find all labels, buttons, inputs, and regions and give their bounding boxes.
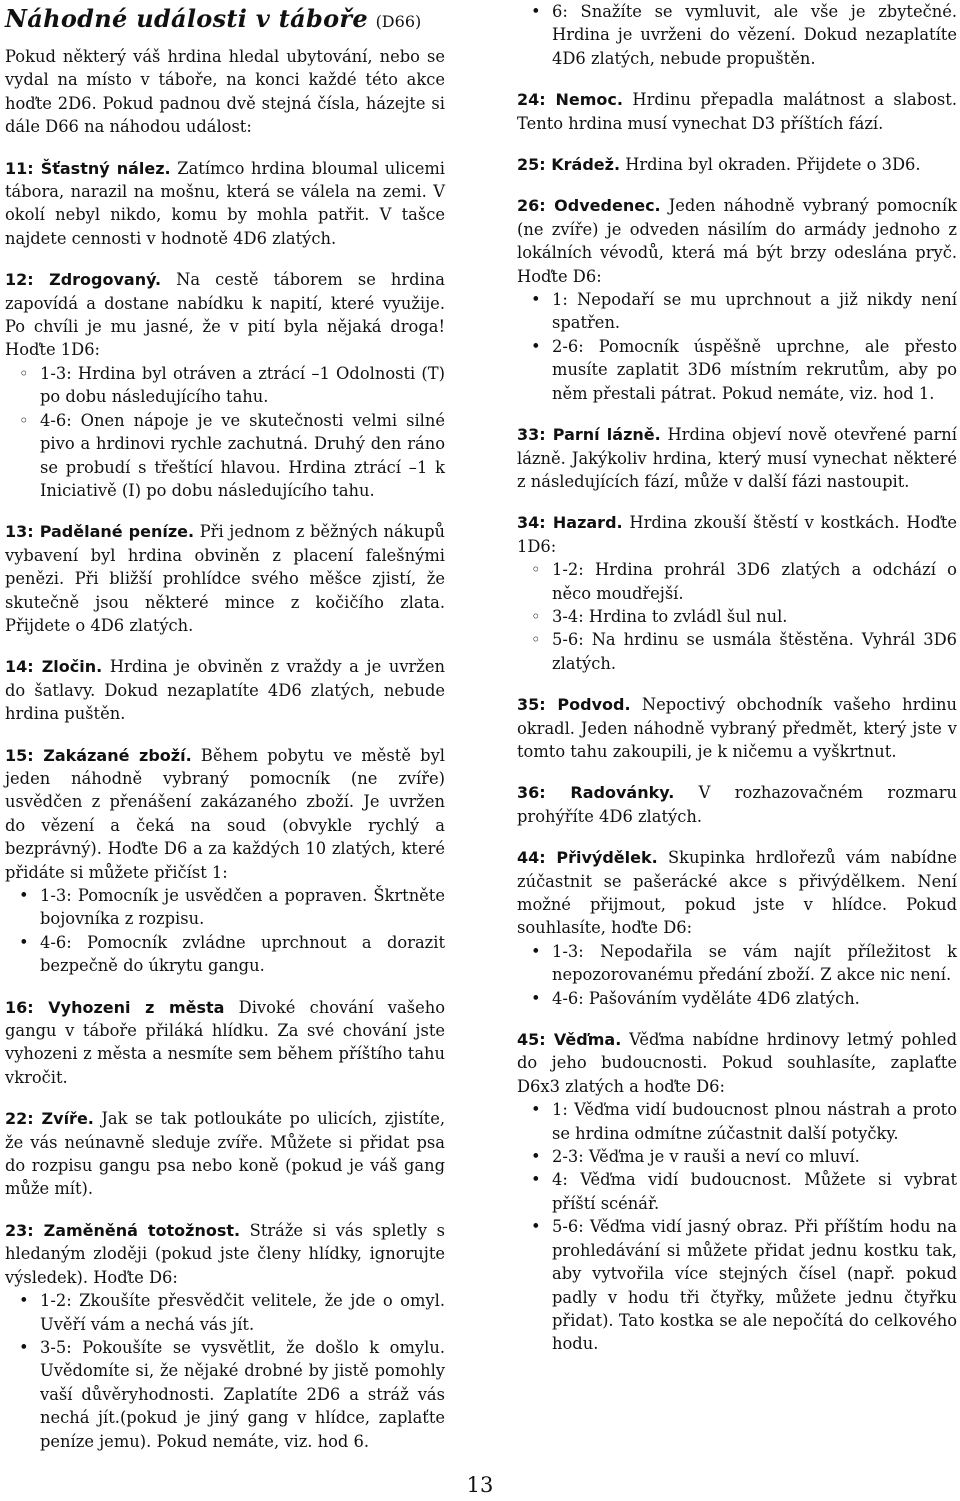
event-entry bbox=[517, 781, 957, 828]
right-column bbox=[517, 0, 957, 1374]
event-paragraph bbox=[517, 1028, 957, 1098]
event-text: Hrdinu přepadla malátnost a slabost. Tento hrdina musí vynechat D3 příštích fází. bbox=[517, 90, 958, 133]
event-heading: 13: Padělané peníze. bbox=[5, 522, 195, 542]
event-text: Divoké chování vašeho gangu v táboře přiláká hlídku. Za své chování jste vyhozeni z města a nesmíte sem během příštího tahu vkročit. bbox=[5, 997, 445, 1087]
event-paragraph bbox=[5, 996, 445, 1090]
event-text: Hrdina objeví nově otevřené parní lázně. Jakýkoliv hrdina, který musí vynechat některé z následujících fází, může v další fázi nastoupit. bbox=[517, 425, 958, 491]
event-paragraph bbox=[5, 744, 445, 884]
outcome-item: ◦ 1-2: Hrdina prohrál 3D6 zlatých a odchází o něco moudřejší. bbox=[517, 558, 957, 605]
outcome-item: • 1-3: Pomocník je usvědčen a popraven. Škrtněte bojovníka z rozpisu. bbox=[5, 884, 445, 931]
outcome-list bbox=[5, 884, 445, 978]
left-column bbox=[5, 0, 445, 1471]
outcome-item: • 5-6: Věďma vidí jasný obraz. Při příštím hodu na prohledávání si můžete přidat jednu kostku tak, aby vytvořila více stejných čísel (např. pokud padly v hodu tři čtyřky, můžete jednu čtyřku přidat). Tato kostka se ale nepočítá do celkového hodu. bbox=[517, 1215, 957, 1355]
outcome-list bbox=[5, 362, 445, 502]
event-paragraph bbox=[517, 511, 957, 558]
event-text: Hrdina je obviněn z vraždy a je uvržen do šatlavy. Dokud nezaplatíte 4D6 zlatých, nebude hrdina puštěn. bbox=[5, 657, 446, 724]
event-entry bbox=[5, 1107, 445, 1201]
right-entries bbox=[517, 0, 957, 1356]
event-text: Jak se tak potloukáte po ulicích, zjistíte, že vás neúnavně sleduje zvíře. Můžete si přidat psa do rozpisu gangu psa nebo koně (pokud je váš gang může mít). bbox=[5, 1109, 446, 1199]
outcome-item: • 1-2: Zkoušíte přesvědčit velitele, že jde o omyl. Uvěří vám a nechá vás jít. bbox=[5, 1289, 445, 1336]
event-paragraph bbox=[517, 423, 957, 493]
event-entry bbox=[517, 1028, 957, 1356]
event-heading: 16: Vyhozeni z města bbox=[5, 997, 225, 1017]
event-entry bbox=[5, 655, 445, 725]
event-entry bbox=[517, 693, 957, 763]
outcome-list bbox=[5, 1289, 445, 1453]
event-text: Hrdina zkouší štěstí v kostkách. Hoďte 1D6: bbox=[517, 513, 957, 556]
outcome-item: ◦ 4-6: Onen nápoje je ve skutečnosti velmi silné pivo a hrdinovi rychle zachutná. Druhý den ráno se probudí s třeštící hlavou. Hrdina ztrácí –1 k Iniciativě (I) po dobu následujícího tahu. bbox=[5, 409, 445, 503]
event-entry bbox=[517, 194, 957, 405]
page-title bbox=[5, 4, 445, 37]
event-heading: 15: Zakázané zboží. bbox=[5, 745, 192, 765]
title-dice-code: (D66) bbox=[375, 12, 422, 31]
outcome-item: • 1: Věďma vidí budoucnost plnou nástrah a proto se hrdina odmítne zúčastnit další potyčky. bbox=[517, 1098, 957, 1145]
event-entry bbox=[5, 1219, 445, 1453]
event-heading: 25: Krádež. bbox=[517, 155, 621, 175]
event-text: Skupinka hrdlořezů vám nabídne zúčastnit se pašerácké akce s přivýdělkem. Není možné přijmout, pokud jste v hlídce. Pokud souhlasíte, hoďte D6: bbox=[517, 848, 957, 938]
event-text: Stráže si vás spletly s hledaným zloději (pokud jste členy hlídky, ignorujte výsledek). Hoďte D6: bbox=[5, 1220, 445, 1287]
event-paragraph bbox=[517, 88, 957, 135]
event-heading: 45: Věďma. bbox=[517, 1030, 622, 1050]
outcome-item: • 2-6: Pomocník úspěšně uprchne, ale přesto musíte zaplatit 3D6 místním rekrutům, aby po něm přestali pátrat. Pokud nemáte, viz. hod 1. bbox=[517, 335, 957, 405]
event-text: Zatímco hrdina bloumal ulicemi tábora, narazil na mošnu, která se válela na zemi. V okolí nebyl nikdo, komu by mohla patřit. V tašce najdete cennosti v hodnotě 4D6 zlatých. bbox=[5, 158, 445, 248]
event-heading: 12: Zdrogovaný. bbox=[5, 270, 162, 290]
outcome-list bbox=[517, 288, 957, 405]
event-entry bbox=[517, 846, 957, 1010]
event-heading: 36: Radovánky. bbox=[517, 783, 675, 803]
event-text: Při jednom z běžných nákupů vybavení byl hrdina obviněn z placení falešnými penězi. Při bližší prohlídce svého měšce zjistí, že skutečně jsou některé mince z kočičího zlata. Přijdete o 4D6 zlatých. bbox=[5, 522, 445, 635]
event-text: Věďma nabídne hrdinovy letmý pohled do jeho budoucnosti. Pokud souhlasíte, zaplaťte D6x3 zlatých a hoďte D6: bbox=[517, 1030, 957, 1096]
event-entry bbox=[5, 268, 445, 502]
event-paragraph bbox=[5, 655, 445, 725]
event-heading: 14: Zločin. bbox=[5, 657, 103, 677]
event-heading: 26: Odvedenec. bbox=[517, 196, 661, 216]
event-paragraph bbox=[517, 693, 957, 763]
event-heading: 33: Parní lázně. bbox=[517, 425, 661, 445]
event-paragraph bbox=[5, 1219, 445, 1289]
outcome-item: • 4-6: Pašováním vyděláte 4D6 zlatých. bbox=[517, 987, 957, 1010]
outcome-item: • 1-3: Nepodařila se vám najít příležitost k nepozorovanému předání zboží. Z akce nic není. bbox=[517, 940, 957, 987]
outcome-item: ◦ 1-3: Hrdina byl otráven a ztrácí –1 Odolnosti (T) po dobu následujícího tahu. bbox=[5, 362, 445, 409]
outcome-list bbox=[517, 0, 957, 70]
outcome-item: • 4: Věďma vidí budoucnost. Můžete si vybrat příští scénář. bbox=[517, 1168, 957, 1215]
event-entry bbox=[517, 0, 957, 70]
intro-paragraph: Pokud některý váš hrdina hledal ubytování, nebo se vydal na místo v táboře, na konci každé této akce hoďte 2D6. Pokud padnou dvě stejná čísla, házejte si dále D66 na náhodou událost: bbox=[5, 47, 445, 137]
outcome-list bbox=[517, 940, 957, 1010]
outcome-list bbox=[517, 1098, 957, 1355]
event-entry bbox=[517, 153, 957, 176]
left-entries bbox=[5, 157, 445, 1453]
page-number: 13 bbox=[466, 1473, 494, 1497]
outcome-item: ◦ 5-6: Na hrdinu se usmála štěstěna. Vyhrál 3D6 zlatých. bbox=[517, 628, 957, 675]
event-entry bbox=[517, 88, 957, 135]
event-paragraph bbox=[517, 194, 957, 288]
event-heading: 35: Podvod. bbox=[517, 695, 631, 715]
outcome-item: ◦ 3-4: Hrdina to zvládl šul nul. bbox=[517, 605, 957, 628]
outcome-item: • 4-6: Pomocník zvládne uprchnout a dorazit bezpečně do úkrytu gangu. bbox=[5, 931, 445, 978]
event-paragraph bbox=[517, 846, 957, 940]
event-heading: 34: Hazard. bbox=[517, 513, 623, 533]
event-text: Nepoctivý obchodník vašeho hrdinu okradl. Jeden náhodně vybraný předmět, který jste v tomto tahu zakoupili, je k ničemu a vyškrtnut. bbox=[517, 695, 957, 761]
event-heading: 24: Nemoc. bbox=[517, 90, 623, 110]
event-heading: 22: Zvíře. bbox=[5, 1109, 94, 1129]
event-entry bbox=[517, 423, 957, 493]
outcome-list bbox=[517, 558, 957, 675]
event-paragraph bbox=[517, 153, 957, 176]
outcome-item: • 1: Nepodaří se mu uprchnout a již nikdy není spatřen. bbox=[517, 288, 957, 335]
event-text: Během pobytu ve městě byl jeden náhodně vybraný pomocník (ne zvíře) usvědčen z přenášení zakázaného zboží. Je uvržen do vězení a čeká na soud (obvykle rychlý a bezprávný). Hoďte D6 a za každých 10 zlatých, které přidáte si můžete přičíst 1: bbox=[5, 745, 445, 882]
event-heading: 11: Šťastný nález. bbox=[5, 158, 171, 178]
outcome-item: • 3-5: Pokoušíte se vysvětlit, že došlo k omylu. Uvědomíte si, že nějaké drobné by jistě pomohly vaší důvěryhodnosti. Zaplatíte 2D6 a stráž vás nechá jít.(pokud je jiný gang v hlídce, zaplaťte peníze jemu). Pokud nemáte, viz. hod 6. bbox=[5, 1336, 445, 1453]
event-entry bbox=[517, 511, 957, 675]
event-paragraph bbox=[517, 781, 957, 828]
event-entry bbox=[5, 744, 445, 978]
event-paragraph bbox=[5, 157, 445, 251]
event-entry bbox=[5, 996, 445, 1090]
title-text: Náhodné události v táboře bbox=[5, 4, 368, 33]
event-text: Hrdina byl okraden. Přijdete o 3D6. bbox=[620, 155, 921, 175]
outcome-item: • 6: Snažíte se vymluvit, ale vše je zbytečné. Hrdina je uvrženi do vězení. Dokud nezaplatíte 4D6 zlatých, nebude propuštěn. bbox=[517, 0, 957, 70]
event-paragraph bbox=[5, 268, 445, 362]
event-entry bbox=[5, 520, 445, 637]
event-text: V rozhazovačném rozmaru prohýříte 4D6 zlatých. bbox=[517, 783, 957, 826]
event-text: Jeden náhodně vybraný pomocník (ne zvíře) je odveden násilím do armády jednoho z lokálních vévodů, která má být brzy odeslána pryč. Hoďte D6: bbox=[517, 196, 957, 286]
event-heading: 23: Zaměněná totožnost. bbox=[5, 1220, 241, 1240]
outcome-item: • 2-3: Věďma je v rauši a neví co mluví. bbox=[517, 1145, 957, 1168]
event-entry bbox=[5, 157, 445, 251]
event-heading: 44: Přivýdělek. bbox=[517, 848, 658, 868]
event-text: Na cestě táborem se hrdina zapovídá a dostane nabídku k napití, které využije. Po chvíli je mu jasné, že v pití byla nějaká droga! Hoďte 1D6: bbox=[5, 270, 445, 360]
event-paragraph bbox=[5, 520, 445, 637]
event-paragraph bbox=[5, 1107, 445, 1201]
